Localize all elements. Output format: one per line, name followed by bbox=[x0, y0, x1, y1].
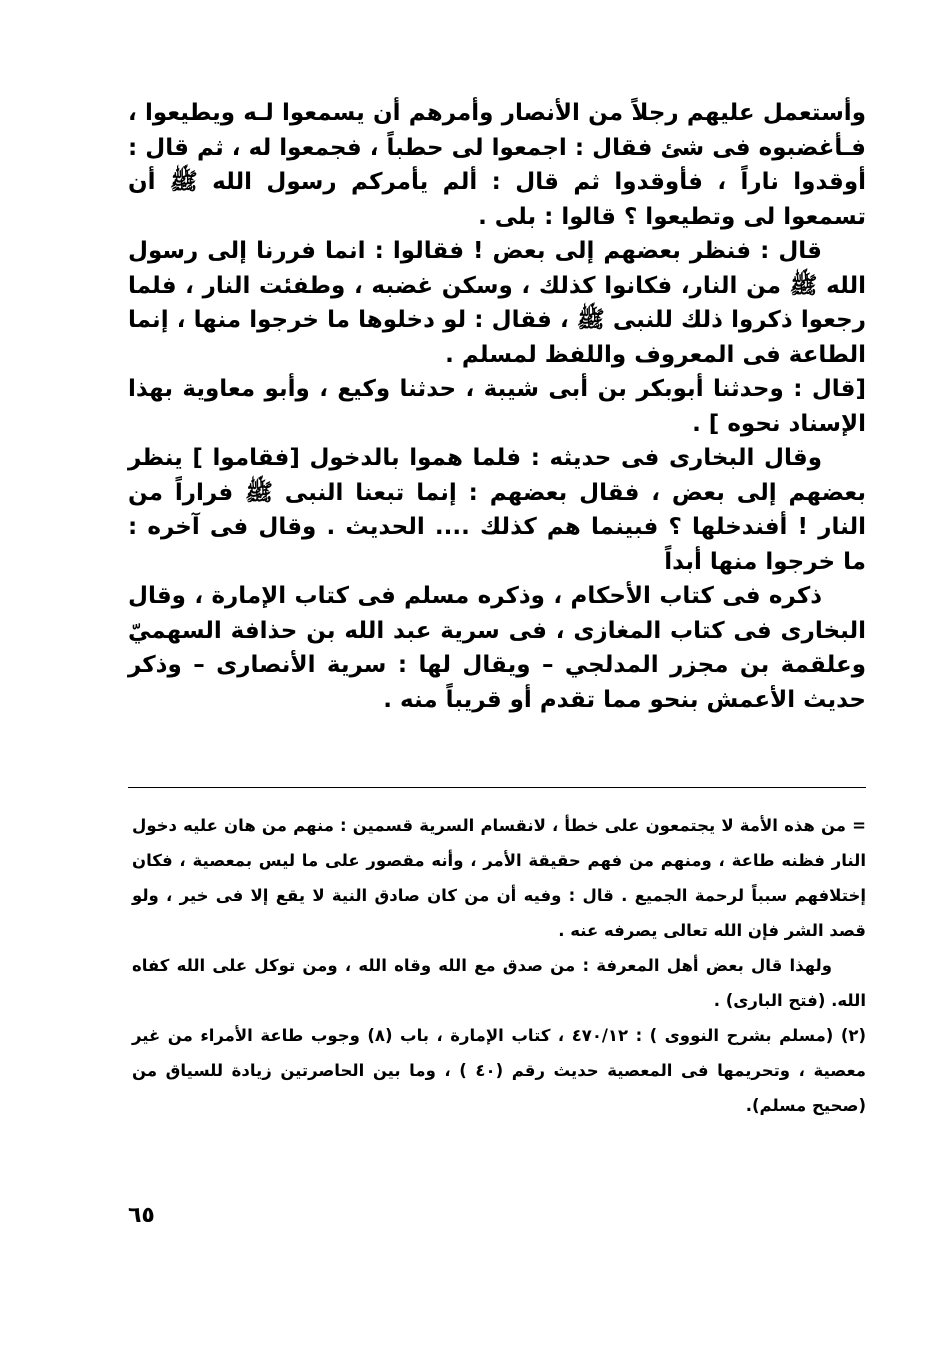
footnote-divider bbox=[128, 787, 866, 788]
footnote-paragraph: = من هذه الأمة لا يجتمعون على خطأ ، لانقسام السرية قسمين : منهم من هان عليه دخول النار فظنه طاعة ، ومنهم من فهم حقيقة الأمر ، وأنه مقصور على ما ليس بمعصية ، فكان إختلافهم سبباً لرحمة الجميع . قال : وفيه أن من كان صادق النية لا يقع إلا فى خير ، ولو قصد الشر فإن الله تعالى يصرفه عنه . bbox=[132, 816, 866, 940]
page-number: ٦٥ bbox=[128, 1203, 155, 1228]
main-paragraph: قال : فنظر بعضهم إلى بعض ! فقالوا : انما فررنا إلى رسول الله ﷺ من النار، فكانوا كذلك ، وسكن غضبه ، وطفئت النار ، فلما رجعوا ذكروا ذلك للنبى ﷺ ، فقال : لو دخلوها ما خرجوا منها ، إنما الطاعة فى المعروف واللفظ لمسلم . bbox=[128, 238, 866, 368]
footnote-paragraph: (٢) (مسلم بشرح النووى ) : ٤٧٠/١٢ ، كتاب الإمارة ، باب (٨) وجوب طاعة الأمراء من غير معصية ، وتحريمها فى المعصية حديث رقم (٤٠ ) ، وما بين الحاصرتين زيادة للسياق من (صحيح مسلم). bbox=[132, 1026, 867, 1115]
main-paragraph: [قال : وحدثنا أبوبكر بن أبى شيبة ، حدثنا وكيع ، وأبو معاوية بهذا الإسناد نحوه ] . bbox=[128, 376, 866, 437]
main-paragraph: وقال البخارى فى حديثه : فلما هموا بالدخول [فقاموا ] ينظر بعضهم إلى بعض ، فقال بعضهم : إنما تبعنا النبى ﷺ فراراً من النار ! أفندخلها ؟ فبينما هم كذلك .... الحديث . وقال فى آخره : ما خرجوا منها أبداً bbox=[128, 445, 866, 575]
footnotes-section bbox=[132, 808, 866, 1123]
main-paragraph: ذكره فى كتاب الأحكام ، وذكره مسلم فى كتاب الإمارة ، وقال البخارى فى كتاب المغازى ، فى سرية عبد الله بن حذافة السهميّ وعلقمة بن مجزر المدلجي – ويقال لها : سرية الأنصارى – وذكر حديث الأعمش بنحو مما تقدم أو قريباً منه . bbox=[128, 583, 866, 713]
main-paragraph: وأستعمل عليهم رجلاً من الأنصار وأمرهم أن يسمعوا لـه ويطيعوا ، فـأغضبوه فى شئ فقال : اجمعوا لى حطباً ، فجمعوا له ، ثم قال : أوقدوا ناراً ، فأوقدوا ثم قال : ألم يأمركم رسول الله ﷺ أن تسمعوا لى وتطيعوا ؟ قالوا : بلى . bbox=[128, 100, 866, 230]
footnote-paragraph: ولهذا قال بعض أهل المعرفة : من صدق مع الله وقاه الله ، ومن توكل على الله كفاه الله. (فتح البارى) . bbox=[132, 956, 866, 1010]
main-text-body bbox=[128, 96, 866, 717]
